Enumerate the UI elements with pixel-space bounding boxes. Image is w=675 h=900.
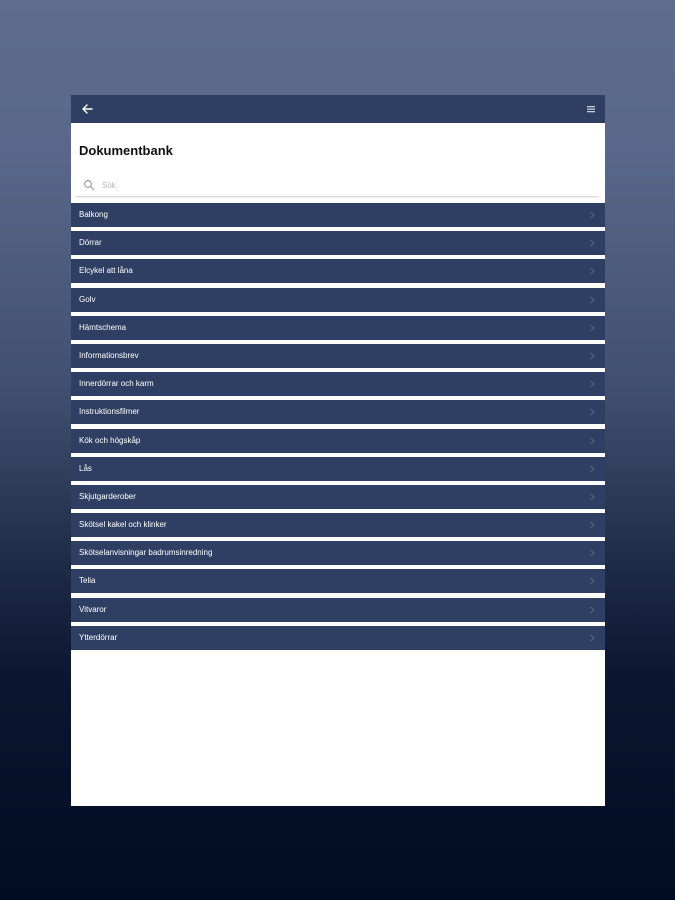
top-bar — [71, 95, 605, 123]
menu-icon — [586, 104, 596, 116]
chevron-right-icon — [589, 352, 595, 360]
list-item[interactable] — [71, 231, 605, 255]
list-item[interactable] — [71, 259, 605, 283]
list-item[interactable] — [71, 288, 605, 312]
list-item[interactable] — [71, 598, 605, 622]
chevron-right-icon — [589, 493, 595, 501]
chevron-right-icon — [589, 324, 595, 332]
chevron-right-icon — [589, 211, 595, 219]
list-item-label: Kök och högskåp — [79, 435, 141, 445]
list-item[interactable] — [71, 429, 605, 453]
list-item[interactable] — [71, 344, 605, 368]
chevron-right-icon — [589, 521, 595, 529]
chevron-right-icon — [589, 465, 595, 473]
list-item-label: Golv — [79, 294, 96, 304]
menu-button[interactable] — [586, 103, 596, 115]
list-item-label: Telia — [79, 576, 96, 586]
list-item[interactable] — [71, 400, 605, 424]
chevron-right-icon — [589, 267, 595, 275]
chevron-right-icon — [589, 437, 595, 445]
list-item[interactable] — [71, 203, 605, 227]
search-bar[interactable] — [75, 174, 599, 197]
list-item-label: Lås — [79, 463, 92, 473]
list-item-label: Skötsel kakel och klinker — [79, 520, 167, 530]
list-item[interactable] — [71, 569, 605, 593]
list-item-label: Balkong — [79, 210, 108, 219]
list-item-label: Skjutgarderober — [79, 491, 136, 501]
arrow-left-icon — [82, 104, 93, 114]
list-item-label: Dörrar — [79, 238, 102, 248]
chevron-right-icon — [589, 577, 595, 585]
list-item-label: Elcykel att låna — [79, 266, 133, 276]
list-item-label: Ytterdörrar — [79, 632, 118, 642]
chevron-right-icon — [589, 634, 595, 642]
list-item[interactable] — [71, 513, 605, 537]
search-icon — [83, 179, 95, 191]
page-title: Dokumentbank — [79, 143, 173, 158]
chevron-right-icon — [589, 239, 595, 247]
list-item-label: Instruktionsfilmer — [79, 407, 140, 417]
list-item[interactable] — [71, 372, 605, 396]
list-item[interactable] — [71, 626, 605, 650]
chevron-right-icon — [589, 408, 595, 416]
app-window — [71, 95, 605, 806]
chevron-right-icon — [589, 296, 595, 304]
list-item-label: Skötselanvisningar badrumsinredning — [79, 548, 213, 558]
document-list — [71, 203, 605, 654]
chevron-right-icon — [589, 549, 595, 557]
list-item-label: Informationsbrev — [79, 350, 139, 360]
search-input[interactable] — [102, 176, 582, 194]
list-item[interactable] — [71, 541, 605, 565]
list-item[interactable] — [71, 457, 605, 481]
list-item-label: Innerdörrar och karm — [79, 379, 154, 389]
list-item[interactable] — [71, 485, 605, 509]
back-button[interactable] — [79, 101, 95, 117]
list-item-label: Hämtschema — [79, 322, 127, 332]
list-item[interactable] — [71, 316, 605, 340]
chevron-right-icon — [589, 606, 595, 614]
chevron-right-icon — [589, 380, 595, 388]
list-item-label: Vitvaror — [79, 604, 107, 614]
